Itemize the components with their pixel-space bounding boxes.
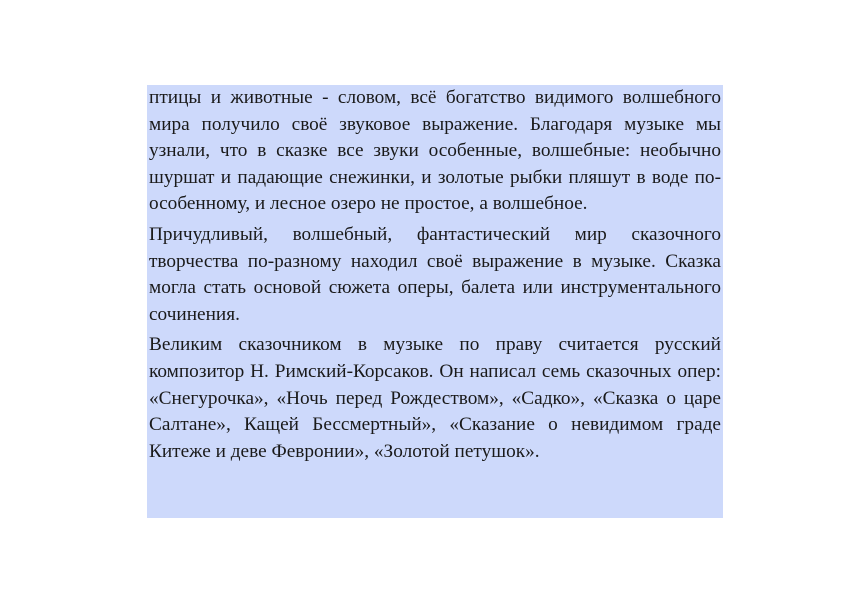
paragraph-1: птицы и животные - словом, всё богатство видимого волшебного мира получило своё звуковое выражение. Благодаря музыке мы узнали, что в сказке все звуки особенные, волшебные: необычно шуршат и падающие снежинки, и золотые рыбки пляшут в воде по-особенному, и лесное озеро не простое, а волшебное. [149, 87, 721, 215]
paragraph-2: Причудливый, волшебный, фантастический мир сказочного творчества по-разному находил своё выражение в музыке. Сказка могла стать основой сюжета оперы, балета или инструментального сочинения. [149, 223, 721, 325]
highlighted-text-box [147, 85, 723, 518]
paragraph-3: Великим сказочником в музыке по праву считается русский композитор Н. Римский-Корсаков. Он написал семь сказочных опер: «Снегурочка», «Ночь перед Рождеством», «Садко», «Сказка о царе Салтане», Кащей Бессмертный», «Сказание о невидимом граде Китеже и деве Февронии», «Золотой петушок». [149, 334, 721, 462]
